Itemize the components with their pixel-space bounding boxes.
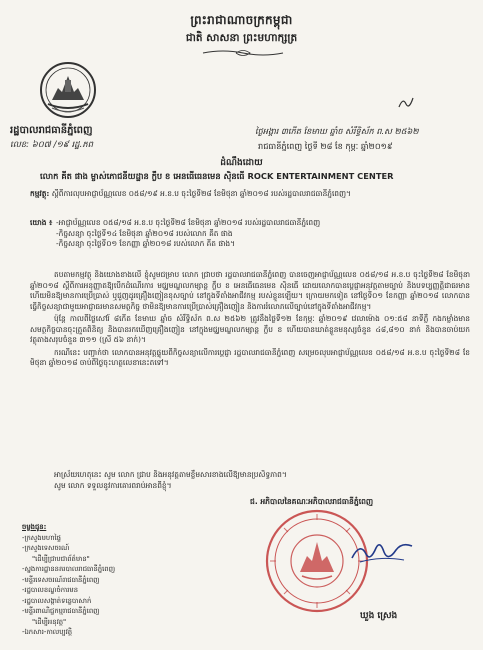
national-motto: ជាតិ សាសនា ព្រះមហាក្សត្រ	[185, 32, 298, 44]
recipient-item: -ក្រសួងទេសចរណ៍	[22, 544, 70, 553]
recipient-note: "ដើម្បីជ្រាបជាព័ត៌មាន"	[32, 554, 90, 563]
closing-line: សូម លោក ទទួលនូវការគោរពរាប់អានពីខ្ញុំ។	[54, 480, 172, 490]
subject-line	[30, 189, 470, 200]
recipient-item: -រដ្ឋបាលសង្កាត់ទន្លេបាសាក់	[22, 596, 92, 605]
reference-label: យោង ៖	[30, 218, 53, 227]
recipient-item: -ឯកសារ-កាលប្បវត្តិ	[22, 628, 73, 637]
lunar-date: ថ្ងៃអង្គារ ៣កើត ខែមាឃ ឆ្នាំច សំរឹទ្ធិស័ក ព.ស ២៥៦២	[255, 126, 419, 136]
addressee: លោក គីត ផាង ម្ចាស់ភោជនីយដ្ឋាន ក្លឹប ខ អេនធើធេនមេន ស៊ិនធើ ROCK ENTERTAINMENT CENTER	[40, 171, 394, 181]
signatory-title: ជ. អភិបាលនៃគណៈអភិបាលរាជធានីភ្នំពេញ	[250, 497, 374, 506]
body-paragraph: ករណីនេះ បញ្ជាក់ថា លោកបានអនុវត្តផ្ទុយពីកិច្ចសន្យាលើការប្តេជ្ញា រដ្ឋបាលរាជធានីភ្នំពេញ សម្រេចលុបអាជ្ញាប័ណ្ណលេខ ០៥៨/១៨ អ.ខ.ប ចុះថ្ងៃទី២៨ ខែមិថុនា ឆ្នាំ២០១៨ ចាប់ពីថ្ងៃចុះហត្ថលេខានេះតទៅ។	[30, 347, 470, 368]
letter-body	[30, 270, 470, 371]
reference-item: -អាជ្ញាប័ណ្ណលេខ ០៥៨/១៨ អ.ខ.ប ចុះថ្ងៃទី២៨ ខែមិថុនា ឆ្នាំ២០១៨ របស់រដ្ឋបាលរាជធានីភ្នំពេញ	[56, 218, 321, 227]
body-paragraph: តបតាមកម្មវត្ថុ និងយោងខាងលើ ខ្ញុំសូមជម្រាប លោក ជ្រាបថា រដ្ឋបាលរាជធានីភ្នំពេញ បានចេញអាជ្ញាប័ណ្ណលេខ ០៥៨/១៨ អ.ខ.ប ចុះថ្ងៃទី២៨ ខែមិថុនា ឆ្នាំ២០១៨ ស្តីពីការអនុញ្ញាតឱ្យបើកដំណើរការ មជ្ឈមណ្ឌលកម្សាន្ត ក្លឹប ខ អេនធើធេនមេន ស៊ិនធើ ដោយលោកបានប្តេជ្ញាអនុវត្តតាមច្បាប់ និងបទប្បញ្ញត្តិជាធរមាន ហើយមិនឱ្យមានការប្រើប្រាស់ ឬជួញដូរគ្រឿងញៀនខុសច្បាប់ នៅក្នុងទីតាំងអាជីវកម្ម របស់ខ្លួនឡើយ។ ក្រោយមកទៀត នៅថ្ងៃទី០១ ខែកញ្ញា ឆ្នាំ២០១៨ លោកបានធ្វើកិច្ចសន្យាជាមួយអាជ្ញាធរមានសមត្ថកិច្ច ថាមិនឱ្យមានការប្រើប្រាស់គ្រឿងញៀន និងការរំលោភលើច្បាប់នៅក្នុងទីតាំងអាជីវកម្ម។	[30, 270, 470, 311]
signer-name: ឃួង ស្រេង	[360, 611, 398, 621]
kingdom-heading: ព្រះរាជាណាចក្រកម្ពុជា	[190, 13, 293, 27]
reference-item: -កិច្ចសន្យា ចុះថ្ងៃទី១៤ ខែមិថុនា ឆ្នាំ២០១៨ របស់លោក គីត ផាង	[56, 228, 233, 238]
recipient-item: -មន្ទីរទេសចរណ៍រាជធានីភ្នំពេញ	[22, 575, 100, 584]
recipient-note: "ដើម្បីអនុវត្ត"	[32, 617, 67, 626]
ornament-divider-icon	[198, 48, 288, 58]
issuer-name: រដ្ឋបាលរាជធានីភ្នំពេញ	[10, 125, 93, 136]
handwritten-mark-icon	[397, 95, 415, 111]
recipient-item: -ស្នងការដ្ឋាននគរបាលរាជធានីភ្នំពេញ	[22, 565, 116, 574]
subject-label: កម្មវត្ថុ:	[30, 189, 50, 198]
reference-number: លេខ: ៦០៧ /១៩ រដ្ឋ.ភព	[10, 140, 94, 150]
recipient-item: -មន្ទីរពាណិជ្ជកម្មរាជធានីភ្នំពេញ	[22, 607, 100, 616]
signature-icon	[350, 538, 414, 566]
document-title: ដំណឹងដោយ	[220, 158, 263, 168]
reference-list	[30, 218, 470, 250]
recipient-item: -ក្រសួងមហាផ្ទៃ	[22, 533, 61, 542]
subject-text: ស្តីពីការលុបអាជ្ញាប័ណ្ណលេខ ០៥៨/១៩ អ.ខ.ប ចុះថ្ងៃទី២៨ ខែមិថុនា ឆ្នាំ២០១៨ របស់រដ្ឋបាលរាជធានីភ្នំពេញ។	[51, 189, 351, 198]
closing-line: អាស្រ័យហេតុនេះ សូម លោក ជ្រាប និងអនុវត្តតាមខ្លឹមសារខាងលើឱ្យមានប្រសិទ្ធភាព។	[54, 470, 287, 479]
closing-block	[54, 470, 474, 491]
recipient-item: -រដ្ឋបាលខណ្ឌចំការមន	[22, 586, 79, 595]
reference-item: -កិច្ចសន្យា ចុះថ្ងៃទី០១ ខែកញ្ញា ឆ្នាំ២០១៨ របស់លោក គីត ផាង។	[56, 239, 235, 249]
recipients-title: ចម្លងជូន:	[22, 523, 47, 531]
city-emblem-icon	[38, 60, 98, 120]
body-paragraph: ប៉ុន្តែ កាលពីថ្ងៃសៅរ៍ ៨កើត ខែមាឃ ឆ្នាំច សំរឹទ្ធិស័ក ព.ស ២៥៦២ ត្រូវនឹងថ្ងៃទី១២ ខែកុម្ភៈ ឆ្នាំ២០១៩ វេលាម៉ោង ០១:៥៨ នាទីភ្លឺ កងកម្លាំងមានសមត្ថកិច្ចបានចុះត្រួតពិនិត្យ និងបានរកឃើញគ្រឿងញៀន នៅក្នុងមជ្ឈមណ្ឌលកម្សាន្ត ក្លឹប ខ ហើយបានឃាត់ខ្លួនមនុស្សចំនួន ៤៨,៨១០ នាក់ និងបានចាប់យកវត្ថុតាងសរុបចំនួន ៣១១ (ស្រី ៥៦ នាក់)។	[30, 314, 470, 345]
solar-date: រាជធានីភ្នំពេញ ថ្ងៃទី ២៨ ខែ កុម្ភៈ ឆ្នាំ២០១៩	[258, 141, 393, 151]
copy-recipients	[22, 522, 222, 638]
